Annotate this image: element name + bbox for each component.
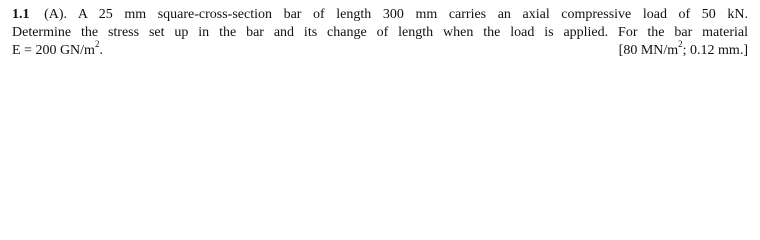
problem-number: 1.1 [12, 7, 30, 22]
problem-line-2 [12, 24, 748, 42]
problem-line-1 [12, 6, 748, 24]
answer-exponent: 2 [678, 39, 683, 50]
material-property-exponent: 2 [94, 39, 100, 50]
problem-text-1: A 25 mm square-cross-section bar of length 300 mm carries an axial compressive load of 50 kN. [77, 7, 748, 22]
answer-part-a: [80 MN/m [618, 43, 679, 58]
problem-text-2: Determine the stress set up in the bar and its change of length when the load is applied. For the bar material [12, 25, 748, 40]
material-property [12, 39, 103, 60]
problem-line-3 [12, 39, 748, 60]
problem-statement [12, 6, 748, 60]
answer [618, 39, 748, 60]
problem-label: (A). [44, 7, 68, 22]
material-property-text: E = 200 GN/m [12, 43, 95, 58]
answer-part-b: ; 0.12 mm.] [682, 43, 748, 58]
material-property-end: . [99, 43, 103, 58]
